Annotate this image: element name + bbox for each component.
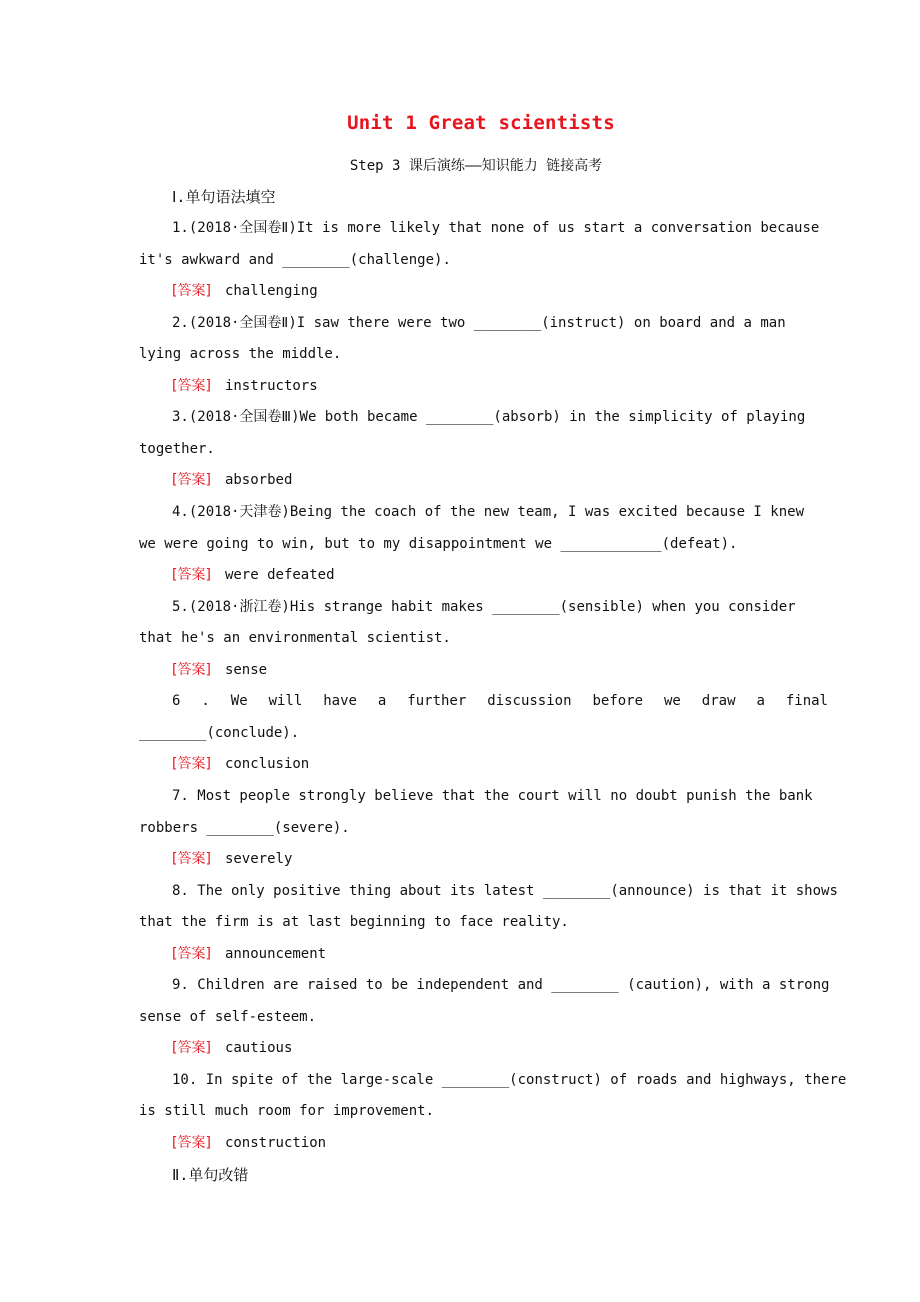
answer-blank: ________ [441,1072,510,1088]
answer-3: [答案] absorbed [172,472,293,488]
question-8-line-2: that the firm is at last beginning to face reality. [139,914,569,930]
answer-blank: ____________ [560,536,662,552]
question-2-line-1: 2.(2018·全国卷Ⅱ)I saw there were two ________(instruct) on board and a man [172,315,786,331]
answer-tag: [答案] [172,567,211,583]
page-subtitle: Step 3 课后演练——知识能力 链接高考 [349,158,603,174]
answer-blank: ________ [206,820,274,836]
answer-7: [答案] severely [172,851,293,867]
answer-tag: [答案] [172,378,211,394]
question-5-line-2: that he's an environmental scientist. [139,630,451,646]
question-10-line-2: is still much room for improvement. [139,1103,435,1119]
question-6-line-1: 6 . We will have a further discussion before we draw a final [172,693,828,709]
answer-9: [答案] cautious [172,1040,293,1056]
answer-tag: [答案] [172,472,211,488]
answer-2: [答案] instructors [172,378,318,394]
question-1-line-1: 1.(2018·全国卷Ⅱ)It is more likely that none of us start a conversation because [172,220,820,236]
question-3-line-2: together. [139,441,215,457]
answer-tag: [答案] [172,851,211,867]
answer-tag: [答案] [172,756,211,772]
question-9-line-1: 9. Children are raised to be independent and ________ (caution), with a strong [172,977,830,993]
answer-5: [答案] sense [172,662,268,678]
answer-blank: ________ [425,409,494,425]
question-4-line-2: we were going to win, but to my disappointment we ____________(defeat). [139,536,738,552]
question-8-line-1: 8. The only positive thing about its latest ________(announce) is that it shows [172,883,838,899]
answer-blank: ________ [551,977,619,993]
question-6-line-2: ________(conclude). [139,725,300,741]
answer-blank: ________ [492,599,560,615]
question-3-line-1: 3.(2018·全国卷Ⅲ)We both became ________(absorb) in the simplicity of playing [172,409,806,425]
answer-1: [答案] challenging [172,283,318,299]
section-heading-grammar-fill: Ⅰ.单句语法填空 [172,188,276,206]
answer-8: [答案] announcement [172,946,327,962]
answer-tag: [答案] [172,662,211,678]
question-2-line-2: lying across the middle. [139,346,342,362]
question-4-line-1: 4.(2018·天津卷)Being the coach of the new team, I was excited because I knew [172,504,805,520]
question-5-line-1: 5.(2018·浙江卷)His strange habit makes ________(sensible) when you consider [172,599,796,615]
question-9-line-2: sense of self-esteem. [139,1009,317,1025]
question-7-line-1: 7. Most people strongly believe that the court will no doubt punish the bank [172,788,813,804]
answer-tag: [答案] [172,946,211,962]
answer-4: [答案] were defeated [172,567,335,583]
question-7-line-2: robbers ________(severe). [139,820,350,836]
section-heading-error-correction: Ⅱ.单句改错 [172,1166,249,1184]
answer-blank: ________ [282,252,350,268]
answer-tag: [答案] [172,1040,211,1056]
answer-6: [答案] conclusion [172,756,310,772]
answer-10: [答案] construction [172,1135,327,1151]
answer-blank: ________ [542,883,611,899]
answer-tag: [答案] [172,283,211,299]
answer-blank: ________ [473,315,542,331]
answer-blank: ________ [139,725,207,741]
question-10-line-1: 10. In spite of the large-scale ________(construct) of roads and highways, there [172,1072,847,1088]
page-title: Unit 1 Great scientists [347,112,615,134]
question-1-line-2: it's awkward and ________(challenge). [139,252,451,268]
answer-tag: [答案] [172,1135,211,1151]
